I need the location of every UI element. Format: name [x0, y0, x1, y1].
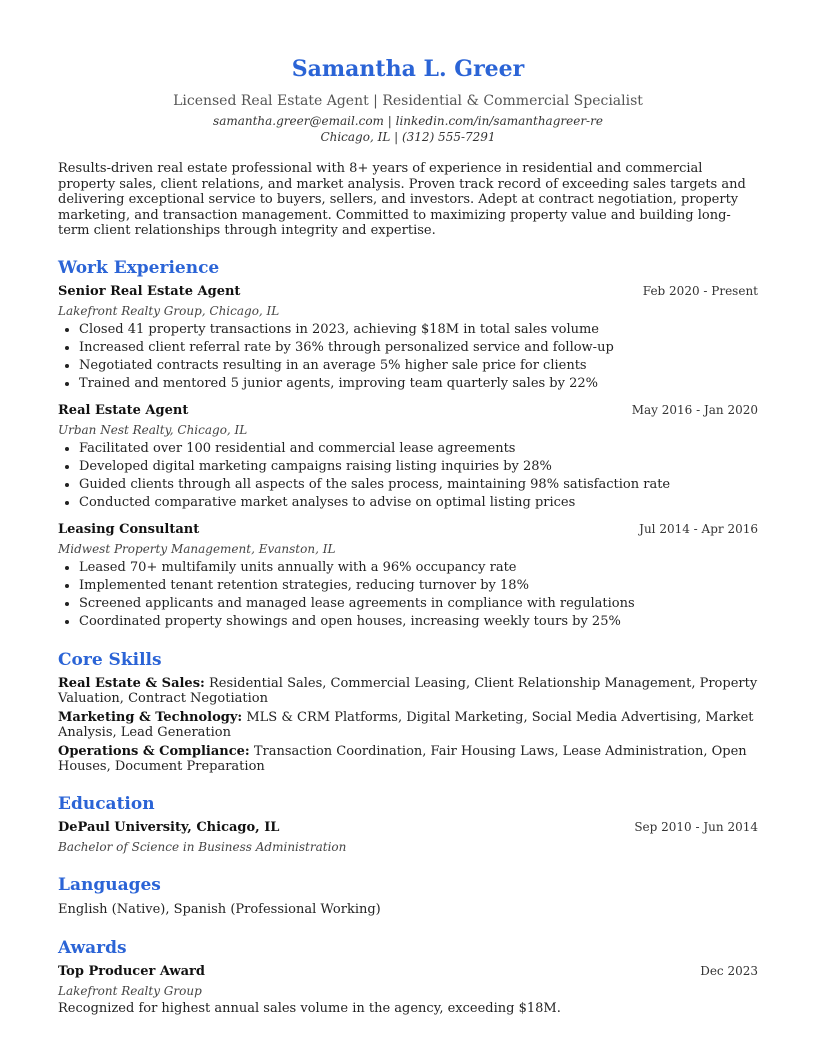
skill-line	[58, 710, 758, 741]
award-description: Recognized for highest annual sales volume in the agency, exceeding $18M.	[58, 1000, 561, 1016]
summary: Results-driven real estate professional with 8+ years of experience in residential and commercial property sales, client relations, and market analysis. Proven track record of exceeding sales targets and delivering exceptional service to buyers, sellers, and investors. Adept at contract negotiation, property marketing, and transaction management. Committed to maximizing property value and building long-term client relationships through integrity and expertise.	[58, 161, 746, 238]
bullet-item: • Guided clients through all aspects of the sales process, maintaining 98% satisfaction rate	[79, 476, 758, 494]
candidate-name: Samantha L. Greer	[291, 56, 525, 82]
skill-label: Operations & Compliance:	[58, 743, 250, 759]
experience-entry	[58, 522, 758, 631]
contact-line: Chicago, IL | (312) 555-7291	[320, 129, 496, 144]
bullet-item: • Leased 70+ multifamily units annually with a 96% occupancy rate	[79, 559, 758, 577]
bullet-item: • Negotiated contracts resulting in an average 5% higher sale price for clients	[79, 357, 758, 375]
education-date: Sep 2010 - Jun 2014	[634, 819, 758, 834]
skill-label: Real Estate & Sales:	[58, 675, 205, 691]
bullet-item: • Conducted comparative market analyses to advise on optimal listing prices	[79, 494, 758, 512]
bullet-item: • Implemented tenant retention strategies, reducing turnover by 18%	[79, 577, 758, 595]
headline: Licensed Real Estate Agent | Residential & Commercial Specialist	[173, 93, 643, 109]
job-bullets	[58, 559, 758, 631]
job-title: Real Estate Agent	[58, 402, 189, 418]
bullet-item: • Facilitated over 100 residential and commercial lease agreements	[79, 440, 758, 458]
skill-text: Residential Sales, Commercial Leasing, Client Relationship Management, Property Valuation, Contract Negotiation	[58, 675, 758, 706]
job-company: Urban Nest Realty, Chicago, IL	[58, 422, 248, 437]
experience-entry	[58, 403, 758, 512]
bullet-item: • Developed digital marketing campaigns raising listing inquiries by 28%	[79, 458, 758, 476]
school-name: DePaul University, Chicago, IL	[58, 819, 280, 835]
bullet-item: • Screened applicants and managed lease agreements in compliance with regulations	[79, 595, 758, 613]
section-title-awards: Awards	[58, 937, 127, 958]
award-date: Dec 2023	[700, 963, 758, 978]
bullet-item: • Increased client referral rate by 36% through personalized service and follow-up	[79, 339, 758, 357]
job-bullets	[58, 321, 758, 393]
degree: Bachelor of Science in Business Administration	[58, 839, 347, 854]
award-org: Lakefront Realty Group	[58, 983, 202, 998]
contact-info	[58, 114, 758, 145]
section-title-skills: Core Skills	[58, 649, 162, 670]
bullet-item: • Closed 41 property transactions in 2023, achieving $18M in total sales volume	[79, 321, 758, 339]
job-date: May 2016 - Jan 2020	[631, 402, 758, 417]
education-entry	[58, 820, 758, 856]
job-title: Leasing Consultant	[58, 521, 200, 537]
job-title: Senior Real Estate Agent	[58, 283, 241, 299]
skill-text: MLS & CRM Platforms, Digital Marketing, Social Media Advertising, Market Analysis, Lead Generation	[58, 709, 754, 740]
section-title-languages: Languages	[58, 874, 161, 895]
contact-line: samantha.greer@email.com | linkedin.com/in/samanthagreer-re	[213, 114, 603, 128]
section-title-experience: Work Experience	[58, 257, 220, 278]
job-date: Jul 2014 - Apr 2016	[639, 521, 758, 536]
job-company: Lakefront Realty Group, Chicago, IL	[58, 303, 280, 318]
experience-entry	[58, 284, 758, 393]
skill-text: Transaction Coordination, Fair Housing Laws, Lease Administration, Open Houses, Document Preparation	[58, 743, 747, 774]
skill-line	[58, 676, 758, 707]
job-date: Feb 2020 - Present	[642, 283, 758, 298]
section-title-education: Education	[58, 793, 155, 814]
bullet-item: • Coordinated property showings and open houses, increasing weekly tours by 25%	[79, 613, 758, 631]
job-company: Midwest Property Management, Evanston, IL	[58, 541, 336, 556]
award-title: Top Producer Award	[58, 963, 205, 979]
job-bullets	[58, 440, 758, 512]
skill-line	[58, 744, 758, 775]
bullet-item: • Trained and mentored 5 junior agents, improving team quarterly sales by 22%	[79, 375, 758, 393]
award-entry	[58, 964, 758, 1018]
languages-text: English (Native), Spanish (Professional Working)	[58, 901, 381, 917]
skill-label: Marketing & Technology:	[58, 709, 243, 725]
